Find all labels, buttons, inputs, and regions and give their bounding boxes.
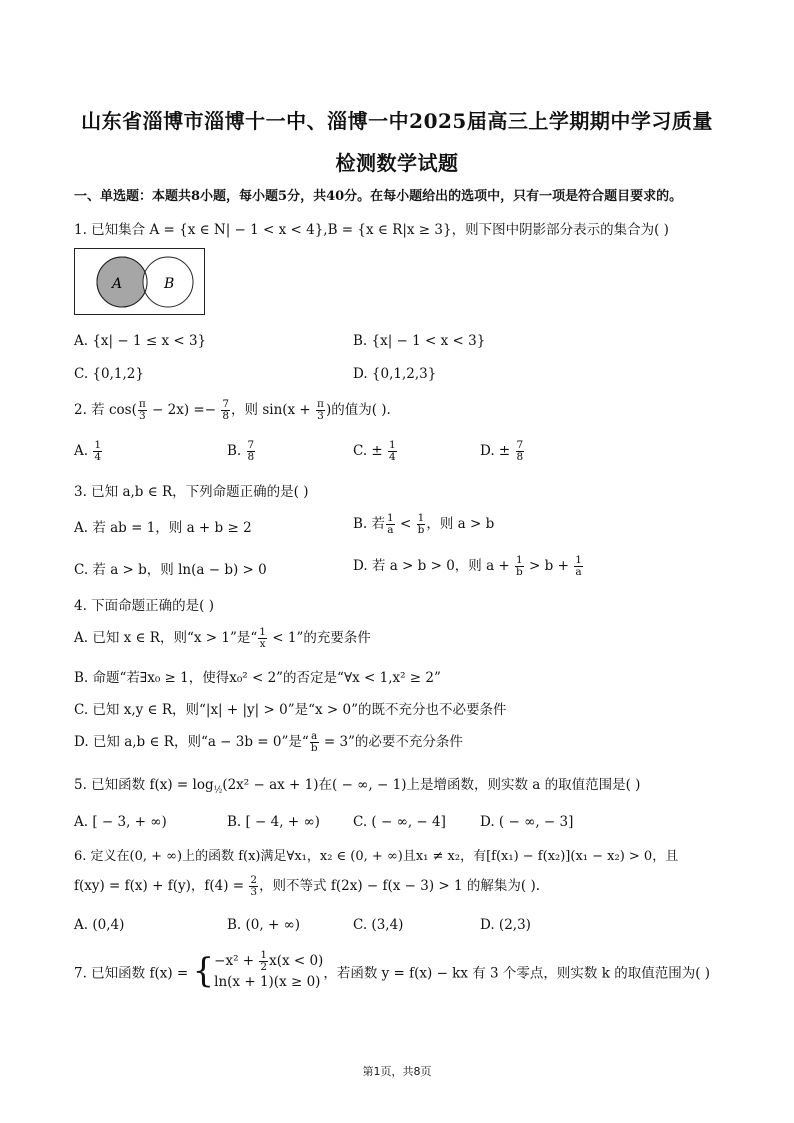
q1-option-b: B. {x| − 1 < x < 3} (353, 333, 486, 349)
q2-option-c: C. ± $\frac{1}{4}$ (353, 439, 396, 464)
doc-title-line1: 山东省淄博市淄博十一中、淄博一中2025届高三上学期期中学习质量 (81, 109, 713, 133)
page-footer: 第1页，共8页 (362, 1065, 432, 1078)
q2-option-b: B. $\frac{7}{8}$ (227, 439, 255, 464)
q4-option-a: A. 已知 x ∈ R，则“x > 1”是“ $\frac{1}{x}$ < 1”的充要条件 (74, 625, 371, 650)
q4-stem: 4. 下面命题正确的是( ) (74, 598, 214, 614)
q5-option-a: A. [ − 3, + ∞) (74, 814, 167, 830)
q3-option-a: A. 若 ab = 1，则 a + b ≥ 2 (74, 520, 252, 536)
q5-stem: 5. 已知函数 $f(x) = \log_{\frac{1}{2}}(2x^2$ − ax + 1)在( − ∞, − 1)上是增函数，则实数 a 的取值范围是( ) (74, 777, 641, 796)
q6-option-a: A. (0,4) (74, 917, 125, 933)
q4-option-c: C. 已知 x,y ∈ R，则“|x| + |y| > 0”是“x > 0”的既不充分也不必要条件 (74, 702, 507, 718)
q1-option-d: D. {0,1,2,3} (353, 366, 437, 382)
q7-stem: 7. 已知函数 f(x) = { −x² + $\frac{1}{2}$ x(x < 0) ln(x + 1)(x ≥ 0) ，若函数 y = f(x) − kx 有 3 个零点，则实数 k 的取值范围为( ) (74, 949, 711, 992)
doc-title-line2: 检测数学试题 (335, 151, 459, 175)
q2-option-d: D. ± $\frac{7}{8}$ (480, 439, 524, 464)
q6-stem-line2: f(xy) = f(x) + f(y)，f(4) = $\frac{2}{3}$ ，则不等式 f(2x) − f(x − 3) > 1 的解集为( ). (74, 873, 540, 898)
q6-option-d: D. (2,3) (480, 917, 531, 933)
venn-label-a: A (112, 276, 123, 292)
q1-stem: 1. 已知集合 A = {x ∈ N| − 1 < x < 4},B = {x ∈ R|x ≥ 3}，则下图中阴影部分表示的集合为( ) (74, 222, 669, 238)
section-heading: 一、单选题：本题共8小题，每小题5分，共40分。在每小题给出的选项中，只有一项是符合题目要求的。 (74, 189, 683, 204)
q3-option-c: C. 若 a > b，则 ln(a − b) > 0 (74, 562, 267, 578)
q6-option-c: C. (3,4) (353, 917, 404, 933)
q1-option-c: C. {0,1,2} (74, 366, 144, 382)
q1-option-a: A. {x| − 1 ≤ x < 3} (74, 333, 207, 349)
q5-option-b: B. [ − 4, + ∞) (227, 814, 320, 830)
q4-option-b: B. 命题“若∃x₀ ≥ 1，使得x₀² < 2”的否定是“∀x < 1,x² ≥ 2” (74, 670, 441, 686)
q5-option-c: C. ( − ∞, − 4] (353, 814, 446, 830)
q3-option-d: D. 若 a > b > 0，则 a + $\frac{1}{b}$ > b + $\frac{1}{a}$ (353, 553, 582, 578)
q3-option-b: B. 若 $\frac{1}{a}$ < $\frac{1}{b}$ ，则 a > b (353, 511, 495, 536)
q4-option-d: D. 已知 a,b ∈ R，则“a − 3b = 0”是“ $\frac{a}{b}$ = 3”的必要不充分条件 (74, 729, 463, 754)
q6-stem-line1: 6. 定义在(0, + ∞)上的函数 f(x)满足∀x₁，x₂ ∈ (0, + ∞)且x₁ ≠ x₂，有[f(x₁) − f(x₂)](x₁ − x₂) > 0，且 (74, 849, 679, 864)
q2-option-a: A. $\frac{1}{4}$ (74, 439, 102, 464)
piecewise-brace: { (192, 951, 215, 992)
q5-option-d: D. ( − ∞, − 3] (480, 814, 574, 830)
venn-diagram (74, 248, 206, 316)
q7-piecewise: −x² + $\frac{1}{2}$ x(x < 0) ln(x + 1)(x ≥ 0) (214, 949, 324, 991)
q2-stem: 2. 若 cos( $\frac{\pi}{3}$ − 2x) =− $\frac{7}{8}$ ，则 sin(x + $\frac{\pi}{3}$ )的值为( ). (74, 397, 391, 422)
venn-label-b: B (164, 276, 175, 292)
q6-option-b: B. (0, + ∞) (227, 917, 301, 933)
q3-stem: 3. 已知 a,b ∈ R，下列命题正确的是( ) (74, 484, 309, 500)
